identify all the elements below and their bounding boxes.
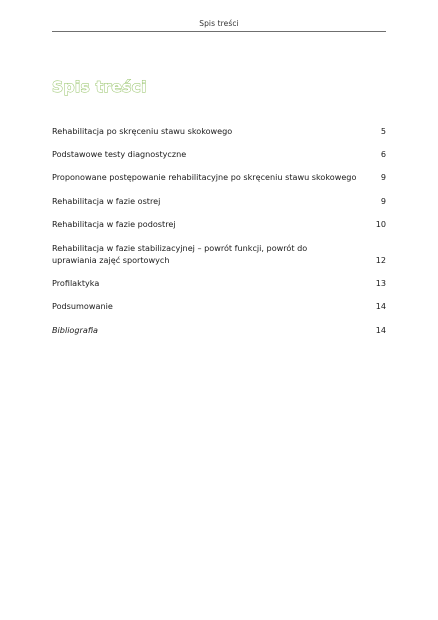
toc-entry-page-number: 6 xyxy=(380,149,386,159)
toc-entry-title: Podsumowanie xyxy=(52,301,113,311)
toc-entry-title: Podstawowe testy diagnostyczne xyxy=(52,149,187,159)
toc-entry-page-number: 13 xyxy=(375,278,386,288)
toc-entry-title: Rehabilitacja w fazie stabilizacyjnej – powrót funkcji, powrót do uprawiania zajęć sportowych xyxy=(52,243,308,265)
toc-entry-page-number: 10 xyxy=(375,219,386,229)
toc-entry-page-number: 9 xyxy=(380,196,386,206)
running-header: Spis treści xyxy=(199,19,239,28)
toc-entry-title: Rehabilitacja po skręceniu stawu skokowego xyxy=(52,126,233,136)
toc-entry-title: Profilaktyka xyxy=(52,278,100,288)
toc-entry-page-number: 5 xyxy=(380,126,386,136)
toc-title: Spis treści xyxy=(52,78,147,96)
toc-entry-title: Bibliografia xyxy=(52,325,99,335)
toc-entry-title: Proponowane postępowanie rehabilitacyjne po skręceniu stawu skokowego xyxy=(52,172,357,182)
toc-entry-page-number: 9 xyxy=(380,172,386,182)
toc-entry-page-number: 12 xyxy=(375,254,386,265)
toc-entry-title: Rehabilitacja w fazie ostrej xyxy=(52,196,161,206)
toc-entry-page-number: 14 xyxy=(375,301,386,311)
toc-entry-title: Rehabilitacja w fazie podostrej xyxy=(52,219,176,229)
header-rule xyxy=(52,31,386,32)
toc-entry-page-number: 14 xyxy=(375,325,386,335)
